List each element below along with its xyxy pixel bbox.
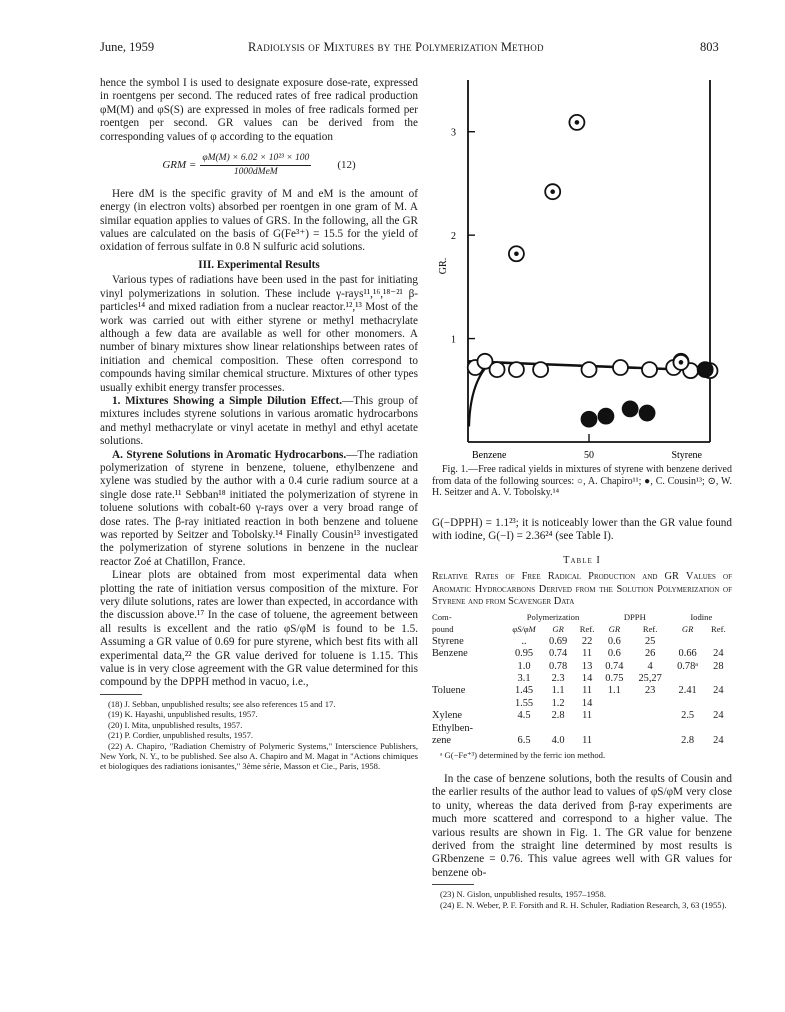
table-cell: 24 — [713, 710, 724, 722]
figure-1 — [432, 70, 732, 462]
table-cell: Styrene — [432, 635, 464, 647]
table-header-cell: Ref. — [642, 624, 658, 635]
section-heading: III. Experimental Results — [198, 258, 320, 271]
table-cell: 1.55 — [514, 697, 534, 709]
table-cell: 24 — [713, 685, 724, 697]
y-tick-label: 3 — [451, 127, 456, 139]
right-footnotes — [432, 884, 732, 910]
table-cell — [630, 735, 671, 747]
table-row — [432, 685, 732, 697]
dotted-circle-center — [514, 251, 519, 256]
equation-numerator: φM(M) × 6.02 × 10²³ × 100 — [200, 152, 311, 166]
table-cell: 4.0 — [551, 735, 565, 747]
footnote: (18) J. Sebban, unpublished results; see also references 15 and 17. — [108, 698, 336, 709]
subsection-1-text: —This group of mixtures includes styrene solutions in various aromatic hydrocarbons and methyl methacrylate or vinyl acetate in methyl and ethyl acetate solutions. — [100, 394, 419, 448]
table-cell: 0.78ᵃ — [677, 660, 699, 672]
table-cell: 28 — [713, 660, 724, 672]
table-cell: 14 — [581, 673, 593, 685]
equation-number: (12) — [337, 159, 356, 172]
y-tick-label: 1 — [451, 334, 456, 346]
table-cell: .. — [521, 635, 527, 647]
figure-1-chart — [432, 70, 732, 462]
table-cell — [630, 723, 671, 735]
right-paragraph-2: In the case of benzene solutions, both the results of Cousin and the earlier results of the author lead to values of φS/φM very close to unity, whereas the data derived from β-ray experiments are much more scattered and correspond to a higher value. The various results are shown in Fig. 1. The GR value for benzene derived from the straight line determined by most results is GRbenzene = 0.76. This value agrees well with GR values for benzene ob- — [432, 772, 732, 879]
table-1 — [432, 611, 732, 747]
filled-circle-point — [582, 412, 597, 427]
table-header-cell: Polymerization — [526, 612, 580, 622]
table-cell: 0.74 — [605, 660, 624, 672]
footnote: (22) A. Chapiro, "Radiation Chemistry of Polymeric Systems," Interscience Publishers, New York, N. Y., to be published. See also A. Chapiro and M. Magat in "Actions chimiques et biologiques des radiations ionisantes," 3ème série, Masson et Cie., Paris, 1958. — [100, 740, 418, 772]
table-row — [432, 673, 732, 685]
table-cell: Toluene — [432, 685, 466, 697]
table-cell: 1.0 — [517, 660, 531, 672]
table-cell: 0.75 — [605, 673, 624, 685]
table-cell: 11 — [582, 648, 593, 660]
left-paragraph-4: Linear plots are obtained from most experimental data when plotting the rate of initiation versus composition of the mixture. For very dilute solutions, rates are lower than expected, in accordance with the discussion above.¹⁷ In the case of toluene, the agreement between all results is excellent and the ratio φS/φM is found to be 1.5. Assuming a GR value of 0.69 for pure styrene, which best fits with all experimental data,²² the GR value derived for toluene is 1.15. This value is in very close agreement with the GR value determined for this compound by the DPPH method in vacuo, i.e., — [100, 569, 418, 689]
subsection-1-label: 1. Mixtures Showing a Simple Dilution Effect. — [112, 394, 343, 407]
table-row — [432, 735, 732, 747]
table-cell — [599, 735, 630, 747]
table-cell — [705, 723, 732, 735]
table-cell: 0.78 — [549, 660, 568, 672]
table-cell — [432, 698, 507, 710]
table-cell — [630, 710, 671, 722]
table-header-row — [432, 623, 732, 635]
open-circle-point — [613, 360, 628, 375]
table-cell — [671, 723, 705, 735]
open-circle-point — [642, 362, 657, 377]
table-header-cell: DPPH — [623, 612, 646, 622]
table-row — [432, 710, 732, 722]
table-cell — [671, 636, 705, 648]
subsection-a-text: —The radiation polymerization of styrene in benzene, toluene, ethylbenzene and xylene was studied by the author with a 0.4 curie radium source at a single dose rate.¹¹ Sebban¹⁸ initiated the polymerization of styrene in toluene solutions with cobalt-60 γ-rays over a very broad range of dose rates. The β-ray initiated reaction in both benzene and toluene was reported by Seitzer and Tobolsky.¹⁴ Finally Cousin¹³ investigated the polymerization of styrene solutions in benzene in the nuclear reactor Zoé at Chatillon, France. — [100, 448, 418, 568]
equation-lhs: GRM = — [162, 159, 197, 172]
equation-denominator: 1000dMeM — [233, 167, 278, 178]
table-cell: 2.8 — [551, 710, 565, 722]
table-cell — [705, 673, 732, 685]
table-cell: 1.45 — [514, 685, 534, 697]
table-cell — [541, 723, 575, 735]
x-tick-label: 50 — [584, 450, 594, 461]
table-cell: 11 — [582, 710, 593, 722]
table-cell: 0.95 — [514, 648, 534, 660]
table-cell: 11 — [582, 685, 593, 697]
filled-circle-point — [698, 362, 713, 377]
table-row — [432, 661, 732, 673]
table-cell — [599, 698, 630, 710]
footnote-rule — [100, 694, 142, 695]
header-date: June, 1959 — [100, 40, 155, 54]
footnote-rule — [432, 884, 474, 885]
table-cell: 14 — [581, 697, 593, 709]
table-cell: 0.74 — [549, 648, 568, 660]
table-cell: 1.2 — [551, 697, 565, 709]
table-cell: 0.66 — [678, 648, 697, 660]
table-header-cell: GR — [681, 624, 694, 635]
table-cell — [599, 723, 630, 735]
table-cell: 2.41 — [678, 685, 697, 697]
equation-fraction — [200, 152, 311, 180]
table-label: Table I — [563, 554, 601, 566]
table-cell — [705, 636, 732, 648]
table-cell: 2.5 — [681, 710, 695, 722]
table-cell — [432, 661, 507, 673]
table-header-cell: Ref. — [711, 624, 726, 635]
x-tick-label: Styrene — [671, 450, 702, 461]
table-cell: 0.69 — [549, 635, 568, 647]
table-cell: 3.1 — [517, 673, 531, 685]
table-cell: 0.6 — [607, 648, 621, 660]
open-circle-point — [490, 362, 505, 377]
table-cell: 1.1 — [551, 685, 565, 697]
table-cell — [705, 698, 732, 710]
y-tick-label: 2 — [451, 231, 456, 243]
table-cell: 4.5 — [517, 710, 531, 722]
left-paragraph-3: Various types of radiations have been used in the past for initiating vinyl polymerizations in solution. These include γ-rays¹¹,¹⁶,¹⁸⁻²¹ β-particles¹⁴ and mixed radiation from a nuclear reactor.¹²,¹³ Most of the work was carried out with either styrene or methyl methacrylate although a few data are available as well for other monomers. A number of binary mixtures show linear relationships between rates of initiation and chemical composition. These often correspond to compounds having similar chemical structure. Mixtures of other types usually exhibit energy transfer processes. — [100, 274, 418, 394]
figure-1-caption: Fig. 1.—Free radical yields in mixtures of styrene with benzene derived from data of the following sources: ○, A. Chapiro¹¹; ●, C. Cousin¹³; ⊙, W. H. Seitzer and A. V. Tobolsky.¹⁴ — [432, 464, 732, 498]
table-cell: 13 — [581, 660, 593, 672]
open-circle-point — [582, 362, 597, 377]
table-cell: 24 — [713, 648, 724, 660]
filled-circle-point — [623, 401, 638, 416]
table-cell — [507, 723, 541, 735]
table-cell: 2.3 — [551, 673, 565, 685]
table-header-cell: φS/φM — [512, 624, 536, 635]
table-cell — [599, 710, 630, 722]
chart-ylabel: GR. — [438, 257, 449, 275]
footnote: (24) E. N. Weber, P. F. Forsith and R. H. Schuler, Radiation Research, 3, 63 (1955). — [440, 899, 727, 910]
table-cell: Benzene — [432, 648, 468, 660]
subsection-a — [100, 449, 418, 570]
table-row — [432, 723, 732, 735]
table-cell: zene — [432, 735, 452, 747]
table-cell: 26 — [644, 648, 656, 660]
filled-circle-point — [598, 409, 613, 424]
table-cell: Ethylben- — [432, 722, 473, 734]
dotted-circle-center — [679, 360, 684, 365]
left-paragraph-1: hence the symbol I is used to designate exposure dose-rate, expressed in roentgens per second. The reduced rates of free radical production φM(M) and φS(S) are expressed in moles of free radicals formed per roentgen per second. GR values can be derived from the corresponding values of φ according to the equation — [100, 77, 418, 143]
footnote: (20) I. Mita, unpublished results, 1957. — [108, 719, 243, 730]
table-cell — [671, 673, 705, 685]
footnote: (23) N. Gislon, unpublished results, 1957–1958. — [440, 889, 606, 900]
table-cell: 4 — [647, 660, 653, 672]
table-row — [432, 648, 732, 660]
table-title: Relative Rates of Free Radical Production and GR Values of Aromatic Hydrocarbons Derived from the Solution Polymerization of Styrene and from Scavenger Data — [432, 571, 732, 608]
table-header-cell: Iodine — [690, 612, 713, 622]
table-cell — [671, 698, 705, 710]
table-cell: 1.1 — [607, 685, 621, 697]
right-column — [432, 517, 732, 910]
subsection-1 — [100, 395, 418, 449]
left-column — [100, 77, 418, 772]
open-circle-point — [509, 362, 524, 377]
table-cell — [630, 698, 671, 710]
header-title: Radiolysis of Mixtures by the Polymerization Method — [248, 40, 544, 54]
footnote: (19) K. Hayashi, unpublished results, 1957. — [108, 709, 258, 720]
table-cell: 6.5 — [517, 735, 531, 747]
table-cell: 24 — [713, 735, 724, 747]
table-cell: 2.8 — [681, 735, 695, 747]
table-cell: 25,27 — [638, 673, 662, 685]
table-header-cell: pound — [432, 624, 454, 635]
table-cell — [575, 723, 599, 735]
table-header-cell: Com- — [432, 612, 452, 622]
table-cell: 22 — [581, 635, 593, 647]
table-row — [432, 698, 732, 710]
table-cell: 23 — [644, 685, 656, 697]
open-circle-point — [533, 362, 548, 377]
table-header-cell: Ref. — [579, 624, 595, 635]
table-cell: 0.6 — [607, 635, 621, 647]
left-paragraph-2: Here dM is the specific gravity of M and eM is the amount of energy (in electron volts) absorbed per roentgen in one gram of M. A similar equation applies to values of GRS. In the following, all the GR values are calculated on the basis of G(Fe³⁺) = 15.5 for the yield of oxidation of ferrous sulfate in 0.8 N sulfuric acid solutions. — [100, 187, 418, 254]
dotted-circle-center — [550, 189, 555, 194]
filled-circle-point — [640, 406, 655, 421]
header-page-number: 803 — [700, 40, 719, 54]
table-cell: Xylene — [432, 710, 463, 722]
x-tick-label: Benzene — [472, 450, 507, 461]
table-header-row — [432, 611, 732, 623]
table-row — [432, 636, 732, 648]
table-header-cell: GR — [552, 624, 564, 635]
table-note: ᵃ G(−Fe⁺³) determined by the ferric ion method. — [440, 750, 606, 761]
table-header-cell: GR — [608, 624, 621, 635]
table-cell: 25 — [644, 635, 656, 647]
footnote: (21) P. Cordier, unpublished results, 1957. — [108, 730, 254, 741]
subsection-a-label: A. Styrene Solutions in Aromatic Hydrocarbons. — [112, 448, 347, 461]
table-cell — [432, 673, 507, 685]
equation-12 — [100, 152, 418, 180]
dotted-circle-center — [575, 120, 580, 125]
left-footnotes — [100, 694, 418, 772]
right-paragraph-1: G(−DPPH) = 1.1²³; it is noticeably lower than the GR value found with iodine, G(−I) = 2.36²⁴ (see Table I). — [432, 517, 732, 543]
table-cell: 11 — [582, 735, 593, 747]
